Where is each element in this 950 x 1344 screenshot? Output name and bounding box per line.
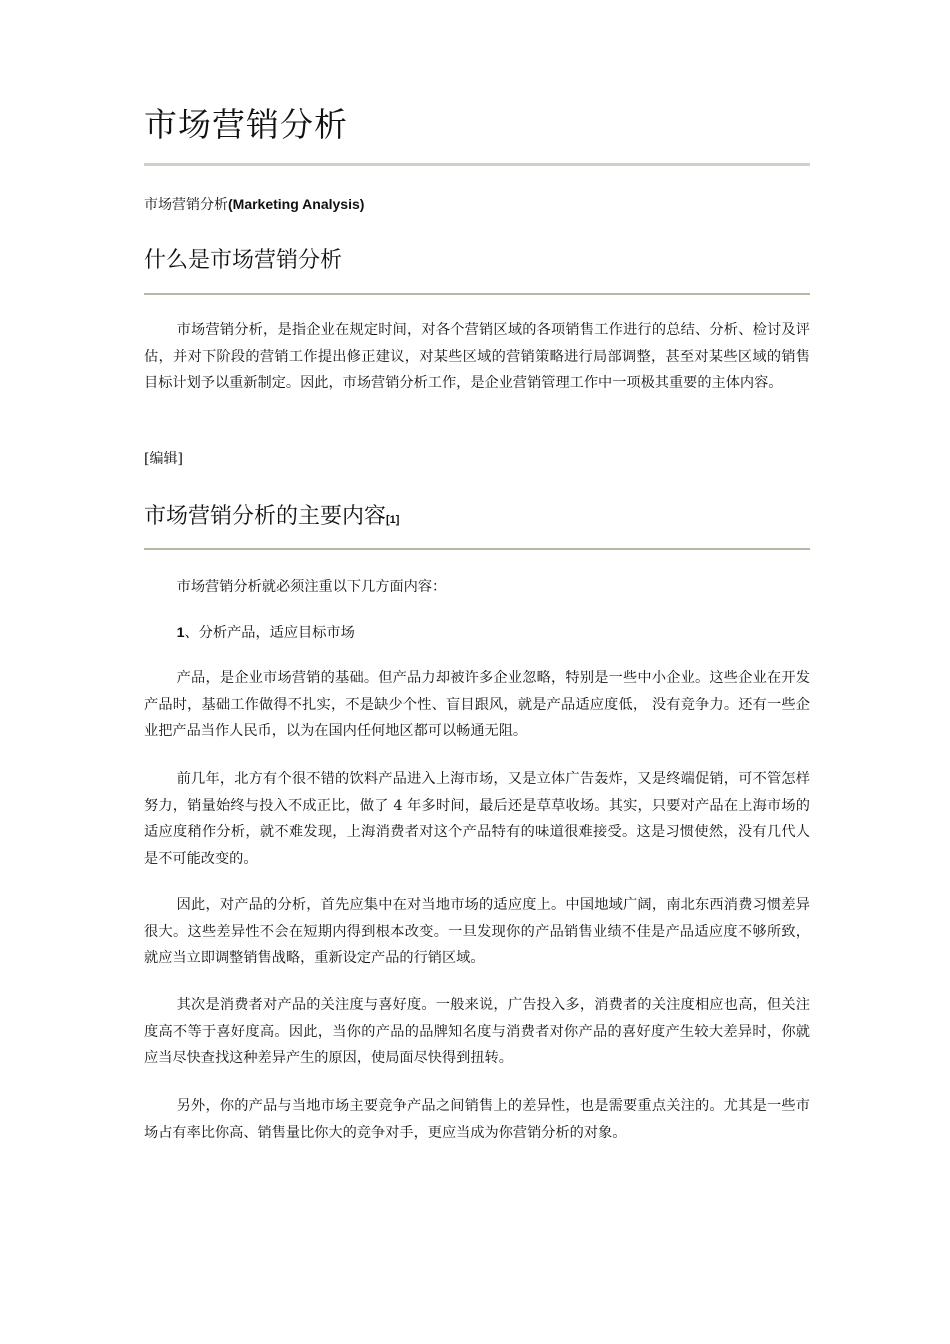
body-paragraph: 其次是消费者对产品的关注度与喜好度。一般来说，广告投入多，消费者的关注度相应也高，但关注度高不等于喜好度高。因此，当你的产品的品牌知名度与消费者对你产品的喜好度产生较大差异时，你就应当尽快查找这种差异产生的原因，使局面尽快得到扭转。 xyxy=(144,997,810,1066)
item-number: 1 xyxy=(176,625,185,641)
item-heading xyxy=(144,620,355,646)
intro-paragraph: 市场营销分析就必须注重以下几方面内容： xyxy=(176,579,447,595)
title-divider xyxy=(144,163,810,166)
body-paragraph: 前几年，北方有个很不错的饮料产品进入上海市场，又是立体广告轰炸，又是终端促销，可不管怎样努力，销量始终与投入不成正比，做了 4 年多时间，最后还是草草收场。其实，只要对产品在上海市场的适应度稍作分析，就不难发现，上海消费者对这个产品特有的味道很难接受。这是习惯使然，没有几代人是不可能改变的。 xyxy=(144,771,810,867)
body-paragraph: 另外，你的产品与当地市场主要竞争产品之间销售上的差异性，也是需要重点关注的。尤其是一些市场占有率比你高、销售量比你大的竞争对手，更应当成为你营销分析的对象。 xyxy=(144,1098,810,1141)
subtitle-english: (Marketing Analysis) xyxy=(228,196,365,212)
edit-link[interactable]: [编辑] xyxy=(144,451,183,467)
document-title: 市场营销分析 xyxy=(144,105,348,144)
reference-link[interactable]: [1] xyxy=(386,514,400,526)
section-divider xyxy=(144,293,810,295)
body-paragraph: 产品，是企业市场营销的基础。但产品力却被许多企业忽略，特别是一些中小企业。这些企业在开发产品时，基础工作做得不扎实，不是缺少个性、盲目跟风，就是产品适应度低， 没有竞争力。还有一些企业把产品当作人民币，以为在国内任何地区都可以畅通无阻。 xyxy=(144,670,810,739)
subtitle-chinese: 市场营销分析 xyxy=(144,197,228,213)
document-subtitle xyxy=(144,193,364,216)
section-heading-what-is: 什么是市场营销分析 xyxy=(144,248,343,273)
section-heading-text: 市场营销分析的主要内容 xyxy=(144,504,387,529)
body-paragraph: 因此，对产品的分析，首先应集中在对当地市场的适应度上。中国地域广阔，南北东西消费习惯差异很大。这些差异性不会在短期内得到根本改变。一旦发现你的产品销售业绩不佳是产品适应度不够所致，就应当立即调整销售战略，重新设定产品的行销区域。 xyxy=(144,897,810,966)
section-heading-main-content xyxy=(144,500,399,537)
section-divider xyxy=(144,548,810,550)
item-heading-text: 、分析产品，适应目标市场 xyxy=(184,625,355,641)
definition-paragraph: 市场营销分析，是指企业在规定时间，对各个营销区域的各项销售工作进行的总结、分析、检讨及评估，并对下阶段的营销工作提出修正建议，对某些区域的营销策略进行局部调整，甚至对某些区域的销售目标计划予以重新制定。因此，市场营销分析工作，是企业营销管理工作中一项极其重要的主体内容。 xyxy=(144,322,810,391)
